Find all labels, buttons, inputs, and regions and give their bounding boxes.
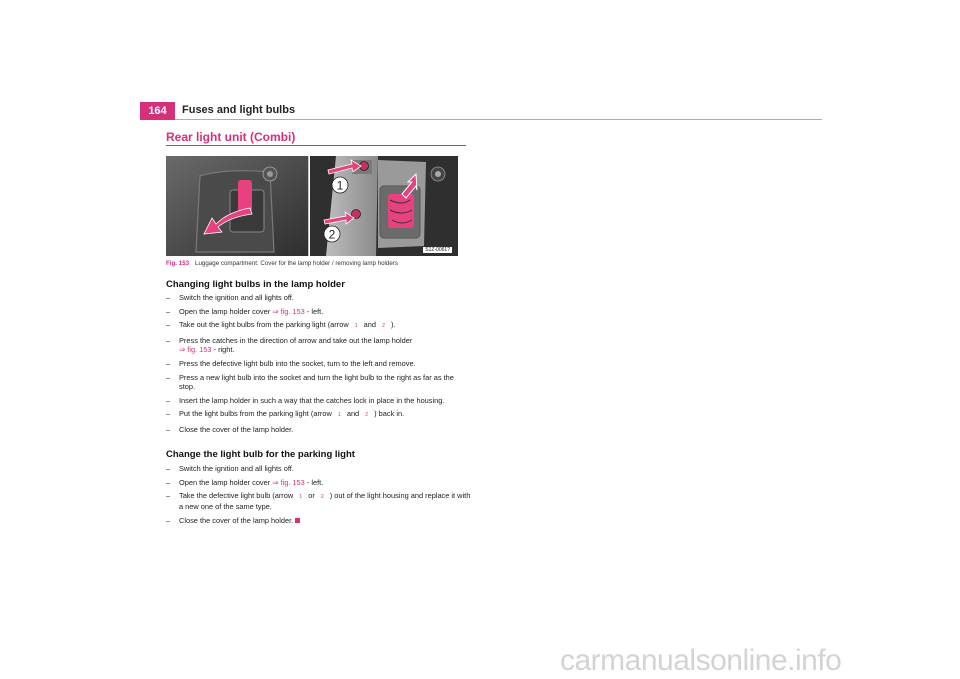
callout-ref-1: 1 [337,412,341,419]
list-item: – Close the cover of the lamp holder. [166,516,471,525]
list-item: – Put the light bulbs from the parking light (arrow 1 and 2 ) back in. [166,409,471,420]
figure-caption-number: Fig. 153 [166,260,190,267]
page-number: 164 [140,102,175,120]
list-item: – Switch the ignition and all lights off. [166,293,471,302]
section-rule [166,145,466,146]
running-title: Fuses and light bulbs [182,104,296,116]
list-item: – Switch the ignition and all lights off. [166,464,471,473]
callout-ref-2: 2 [382,323,385,330]
figure-code: S1Z-0061? [425,247,450,253]
parking-steps [166,464,471,530]
end-of-section-icon [295,518,300,523]
list-item: – Press a new light bulb into the socket and turn the light bulb to the right as far as the stop. [166,373,471,392]
heading-parking-light: Change the light bulb for the parking light [166,449,355,460]
right-panel [310,156,458,256]
heading-changing-bulbs: Changing light bulbs in the lamp holder [166,279,345,290]
callout-2-label: 2 [328,227,336,242]
callout-1-label: 1 [336,178,344,193]
callout-ref-2: 2 [320,494,324,501]
fig-link[interactable]: ⇒ fig. 153 [179,345,212,355]
callout-ref-1: 1 [354,323,358,330]
list-item: – Open the lamp holder cover ⇒ fig. 153 - left. [166,478,471,487]
list-item: – Take out the light bulbs from the parking light (arrow 1 and 2 ). [166,320,471,331]
figure-153 [166,156,458,256]
list-item: – Take the defective light bulb (arrow 1 or 2 ) out of the light housing and replace it with a new one of the same type. [166,491,471,511]
lamp-holder-cover [238,180,252,212]
figure-illustration [166,156,458,256]
fig-link[interactable]: ⇒ fig. 153 [272,477,305,487]
figure-caption-text: Luggage compartment: Cover for the lamp holder / removing lamp holders [195,260,398,267]
list-item: – Press the catches in the direction of arrow and take out the lamp holder ⇒ fig. 153 - right. [166,336,471,355]
callout-ref-1: 1 [299,494,303,501]
list-item: – Close the cover of the lamp holder. [166,425,471,434]
left-panel [166,156,309,256]
list-item: – Insert the lamp holder in such a way that the catches lock in place in the housing. [166,396,471,405]
header-rule [140,119,822,120]
list-item: – Open the lamp holder cover ⇒ fig. 153 - left. [166,307,471,316]
list-item: – Press the defective light bulb into the socket, turn to the left and remove. [166,359,471,368]
changing-steps [166,293,471,438]
fig-link[interactable]: ⇒ fig. 153 [272,306,305,316]
figure-caption [166,260,398,267]
section-title: Rear light unit (Combi) [166,130,296,144]
watermark: carmanualsonline.info [560,644,842,677]
callout-ref-2: 2 [365,412,369,419]
